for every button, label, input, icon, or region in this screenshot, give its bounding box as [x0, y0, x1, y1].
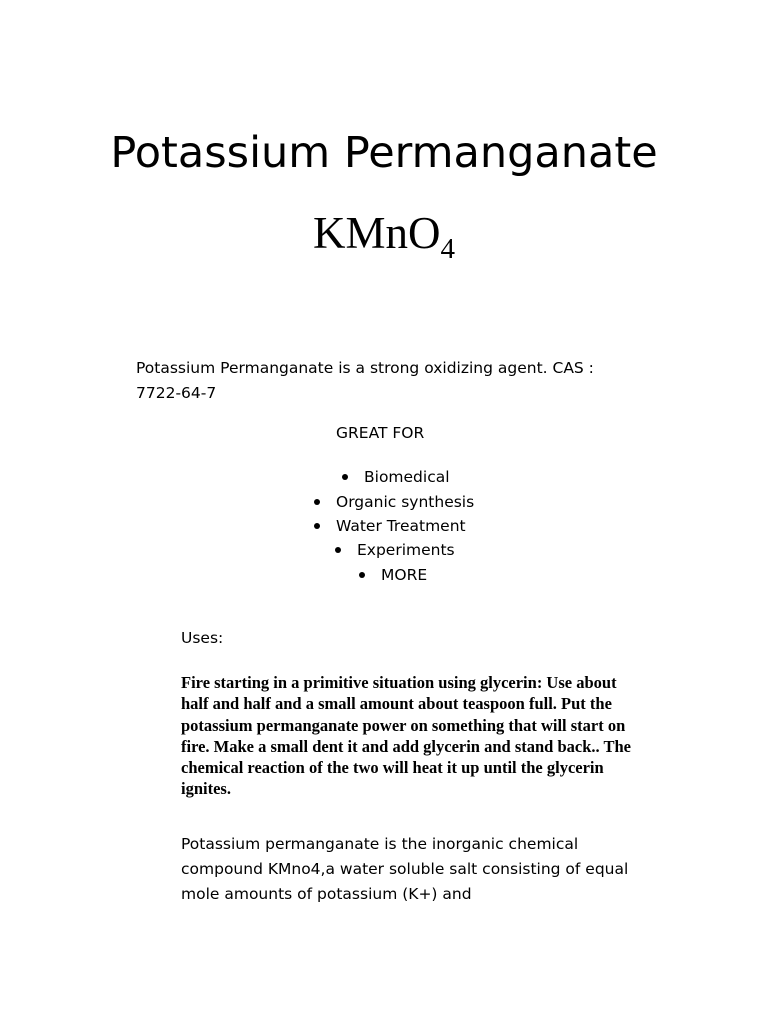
list-item-label: Biomedical	[364, 468, 450, 486]
formula-subscript: 4	[440, 233, 455, 265]
bullet-icon	[359, 572, 365, 578]
bullet-icon	[342, 474, 348, 480]
list-item-label: Water Treatment	[336, 517, 466, 535]
description-paragraph: Potassium permanganate is the inorganic chemical compound KMno4,a water soluble salt consisting of equal mole amounts of potassium (K+) and	[181, 835, 629, 903]
chemical-formula	[0, 207, 768, 265]
formula-main: KMnO	[312, 208, 441, 258]
uses-paragraph: Fire starting in a primitive situation using glycerin: Use about half and half and a small amount about teaspoon full. Put the potassium permanganate power on something that will start on fire. Make a small dent it and add glycerin and stand back.. The chemical reaction of the two will heat it up until the glycerin ignites.	[181, 673, 631, 799]
list-item	[314, 490, 474, 514]
list-item-label: Organic synthesis	[336, 493, 475, 511]
list-item	[359, 563, 427, 587]
great-for-heading: GREAT FOR	[336, 424, 425, 442]
list-item-label: MORE	[381, 566, 428, 584]
bullet-icon	[314, 499, 320, 505]
list-item	[314, 514, 466, 538]
list-item-label: Experiments	[357, 541, 455, 559]
uses-heading: Uses:	[181, 629, 224, 647]
intro-paragraph: Potassium Permanganate is a strong oxidizing agent. CAS : 7722-64-7	[136, 359, 594, 402]
list-item	[342, 465, 450, 489]
list-item	[335, 538, 455, 562]
bullet-icon	[314, 523, 320, 529]
document-title: Potassium Permanganate	[110, 128, 658, 178]
bullet-icon	[335, 547, 341, 553]
